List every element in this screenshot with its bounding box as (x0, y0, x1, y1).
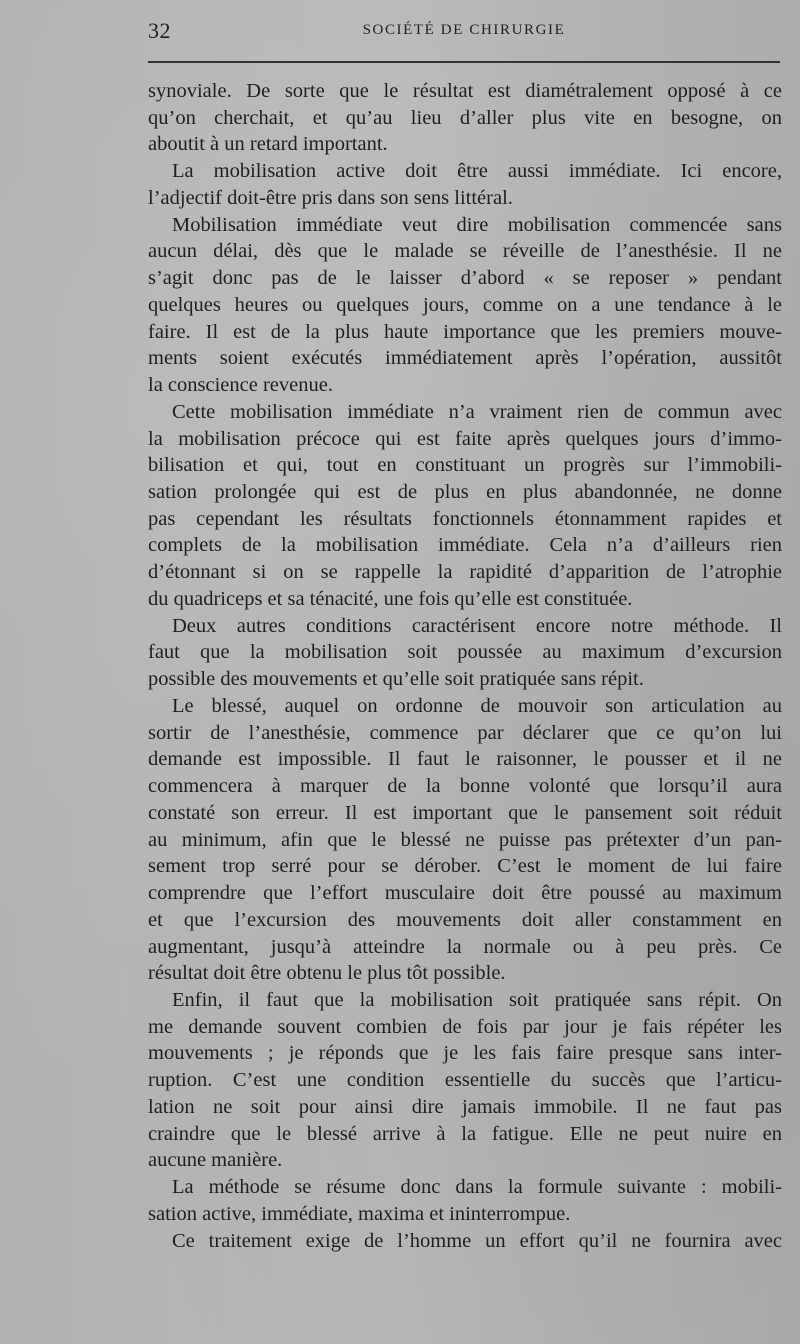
text-line: bilisation et qui, tout en constituant un progrès sur l’immobili- (148, 454, 782, 477)
text-line: demande est impossible. Il faut le raisonner, le pousser et il ne (148, 748, 782, 771)
text-line: sation active, immédiate, maxima et ininterrompue. (148, 1202, 571, 1225)
text-line: sortir de l’anesthésie, commence par déclarer que ce qu’on lui (148, 721, 782, 744)
text-line: craindre que le blessé arrive à la fatigue. Elle ne peut nuire en (148, 1122, 782, 1145)
text-line: ruption. C’est une condition essentielle du succès que l’articu- (148, 1069, 782, 1092)
text-line: Deux autres conditions caractérisent encore notre méthode. Il (172, 614, 782, 637)
text-line: la conscience revenue. (148, 374, 333, 397)
running-title: SOCIÉTÉ DE CHIRURGIE (362, 22, 566, 38)
text-line: la mobilisation précoce qui est faite après quelques jours d’immo- (148, 427, 782, 450)
text-line: lation ne soit pour ainsi dire jamais immobile. Il ne faut pas (148, 1095, 782, 1118)
page-header (148, 18, 780, 48)
text-line: comprendre que l’effort musculaire doit être poussé au maximum (148, 882, 782, 905)
header-rule (148, 61, 780, 63)
text-line: qu’on cherchait, et qu’au lieu d’aller plus vite en besogne, on (148, 106, 782, 129)
text-line: aucune manière. (148, 1149, 283, 1172)
text-line: constaté son erreur. Il est important que le pansement soit réduit (148, 801, 782, 824)
text-line: Ce traitement exige de l’homme un effort qu’il ne fournira avec (172, 1229, 782, 1252)
text-line: aboutit à un retard important. (148, 133, 388, 156)
text-line: du quadriceps et sa ténacité, une fois qu’elle est constituée. (148, 587, 633, 610)
text-line: mouvements ; je réponds que je les fais faire presque sans inter- (148, 1042, 782, 1065)
text-line: au minimum, afin que le blessé ne puisse pas prétexter d’un pan- (148, 828, 782, 851)
body-text (148, 78, 782, 1254)
text-line: possible des mouvements et qu’elle soit pratiquée sans répit. (148, 668, 644, 691)
text-line: s’agit donc pas de le laisser d’abord « se reposer » pendant (148, 267, 782, 290)
text-line: synoviale. De sorte que le résultat est diamétralement opposé à ce (148, 80, 782, 102)
text-line: faut que la mobilisation soit poussée au maximum d’excursion (148, 641, 782, 664)
text-line: sation prolongée qui est de plus en plus abandonnée, ne donne (148, 481, 782, 504)
text-line: La méthode se résume donc dans la formule suivante : mobili- (172, 1176, 782, 1199)
text-line: augmentant, jusqu’à atteindre la normale ou à peu près. Ce (148, 935, 782, 958)
text-line: commencera à marquer de la bonne volonté que lorsqu’il aura (148, 775, 782, 798)
text-line: d’étonnant si on se rappelle la rapidité d’apparition de l’atrophie (148, 561, 782, 584)
text-line: pas cependant les résultats fonctionnels étonnamment rapides et (148, 507, 782, 530)
text-line: faire. Il est de la plus haute importance que les premiers mouve- (148, 320, 782, 343)
text-line: Mobilisation immédiate veut dire mobilisation commencée sans (172, 213, 782, 236)
text-line: sement trop serré pour se dérober. C’est le moment de lui faire (148, 855, 782, 878)
text-line: l’adjectif doit-être pris dans son sens littéral. (148, 186, 513, 209)
text-line: La mobilisation active doit être aussi immédiate. Ici encore, (172, 160, 782, 183)
text-line: Enfin, il faut que la mobilisation soit pratiquée sans répit. On (172, 988, 782, 1011)
text-line: Cette mobilisation immédiate n’a vraiment rien de commun avec (172, 400, 782, 423)
page-number: 32 (148, 18, 171, 43)
text-line: et que l’excursion des mouvements doit aller constamment en (148, 908, 782, 931)
text-line: me demande souvent combien de fois par jour je fais répéter les (148, 1015, 782, 1038)
text-line: Le blessé, auquel on ordonne de mouvoir son articulation au (172, 694, 782, 717)
text-line: résultat doit être obtenu le plus tôt possible. (148, 962, 506, 985)
text-line: ments soient exécutés immédiatement après l’opération, aussitôt (148, 347, 782, 370)
text-line: quelques heures ou quelques jours, comme on a une tendance à le (148, 293, 782, 316)
text-line: complets de la mobilisation immédiate. Cela n’a d’ailleurs rien (148, 534, 782, 557)
text-line: aucun délai, dès que le malade se réveille de l’anesthésie. Il ne (148, 240, 782, 263)
